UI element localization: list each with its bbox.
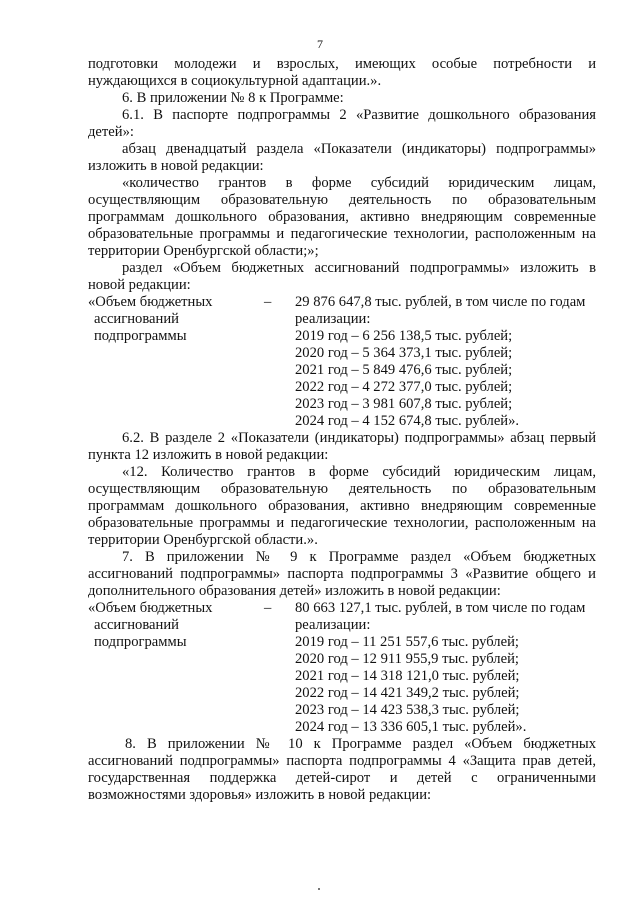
paragraph: «количество грантов в форме субсидий юридическим лицам, осуществляющим образовательную деятельность по образовательным программам дошкольного образования, активно внедряющим современные образовательные программы и педагогические технологии, расположенным на территории Оренбургской области;»;: [88, 175, 596, 259]
budget-block-values: [295, 600, 596, 736]
value-line: реализации:: [295, 617, 371, 633]
scan-speck: [318, 888, 320, 890]
label-line: подпрограммы: [94, 328, 187, 344]
page-number: 7: [317, 37, 323, 51]
year-line: 2019 год – 6 256 138,5 тыс. рублей;: [295, 328, 513, 344]
year-line: 2021 год – 14 318 121,0 тыс. рублей;: [295, 668, 520, 684]
label-line: ассигнований: [94, 617, 179, 633]
year-line: 2020 год – 12 911 955,9 тыс. рублей;: [295, 651, 519, 667]
value-line: реализации:: [295, 311, 371, 327]
label-line: ассигнований: [94, 311, 179, 327]
paragraph: 6. В приложении № 8 к Программе:: [122, 90, 344, 106]
year-line: 2024 год – 13 336 605,1 тыс. рублей».: [295, 719, 527, 735]
year-line: 2022 год – 14 421 349,2 тыс. рублей;: [295, 685, 520, 701]
label-line: «Объем бюджетных: [88, 294, 213, 310]
label-line: подпрограммы: [94, 634, 187, 650]
year-line: 2021 год – 5 849 476,6 тыс. рублей;: [295, 362, 513, 378]
year-line: 2023 год – 3 981 607,8 тыс. рублей;: [295, 396, 513, 412]
budget-block-values: [295, 294, 596, 430]
paragraph: 7. В приложении № 9 к Программе раздел «Объем бюджетных ассигнований подпрограммы» паспорта подпрограммы 3 «Развитие общего и дополнительного образования детей» изложить в новой редакции:: [88, 549, 596, 599]
label-line: «Объем бюджетных: [88, 600, 213, 616]
document-body: [88, 56, 596, 804]
budget-block-subprogram-2: [88, 294, 596, 430]
budget-block-label: [88, 600, 263, 651]
paragraph: «12. Количество грантов в форме субсидий юридическим лицам, осуществляющим образовательную деятельность по образовательным программам дошкольного образования, активно внедряющим современные образовательные программы и педагогические технологии, расположенным на территории Оренбургской области.».: [88, 464, 596, 548]
paragraph: раздел «Объем бюджетных ассигнований подпрограммы» изложить в новой редакции:: [88, 260, 596, 293]
value-line: 29 876 647,8 тыс. рублей, в том числе по годам: [295, 294, 586, 310]
year-line: 2022 год – 4 272 377,0 тыс. рублей;: [295, 379, 513, 395]
label-dash: –: [264, 294, 272, 310]
paragraph: 8. В приложении № 10 к Программе раздел «Объем бюджетных ассигнований подпрограммы» паспорта подпрограммы 4 «Защита прав детей, государственная поддержка детей-сирот и детей с ограниченными возможностями здоровья» изложить в новой редакции:: [88, 736, 596, 803]
paragraph: абзац двенадцатый раздела «Показатели (индикаторы) подпрограммы» изложить в новой редакции:: [88, 141, 596, 174]
year-line: 2019 год – 11 251 557,6 тыс. рублей;: [295, 634, 519, 650]
paragraph: подготовки молодежи и взрослых, имеющих особые потребности и нуждающихся в социокультурной адаптации.».: [88, 56, 596, 89]
paragraph: 6.2. В разделе 2 «Показатели (индикаторы) подпрограммы» абзац первый пункта 12 изложить в новой редакции:: [88, 430, 596, 463]
year-line: 2024 год – 4 152 674,8 тыс. рублей».: [295, 413, 520, 429]
paragraph: 6.1. В паспорте подпрограммы 2 «Развитие дошкольного образования детей»:: [88, 107, 596, 140]
budget-block-subprogram-3: [88, 600, 596, 736]
year-line: 2023 год – 14 423 538,3 тыс. рублей;: [295, 702, 520, 718]
label-dash: –: [264, 600, 272, 616]
budget-block-label: [88, 294, 263, 345]
year-line: 2020 год – 5 364 373,1 тыс. рублей;: [295, 345, 513, 361]
value-line: 80 663 127,1 тыс. рублей, в том числе по годам: [295, 600, 586, 616]
